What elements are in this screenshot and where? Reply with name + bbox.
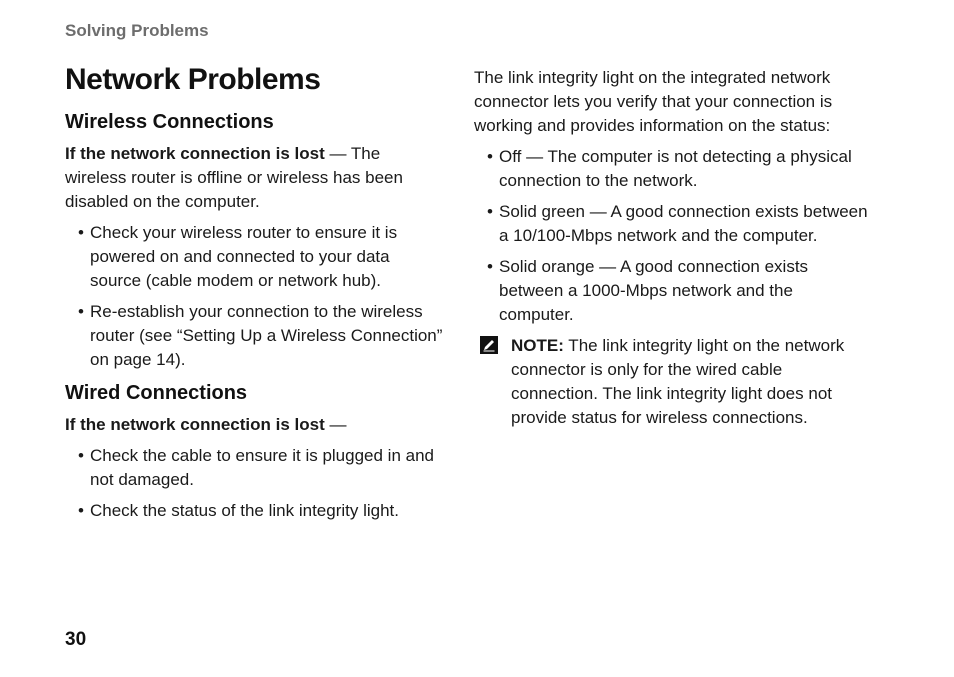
wireless-condition: If the network connection is lost [65, 144, 325, 163]
list-item: • Check the status of the link integrity light. [65, 499, 445, 523]
list-item: • Solid green — A good connection exists between a 10/100-Mbps network and the computer. [474, 200, 869, 248]
link-light-intro: The link integrity light on the integrated network connector lets you verify that your connection is working and provides information on the status: [474, 68, 833, 135]
note-text [511, 334, 869, 430]
wired-bullet-list [65, 444, 445, 523]
list-item: • Off — The computer is not detecting a physical connection to the network. [474, 145, 869, 193]
wired-condition: If the network connection is lost [65, 415, 325, 434]
wireless-intro [65, 142, 445, 214]
section-header: Solving Problems [65, 21, 209, 40]
page-number: 30 [65, 629, 87, 650]
wireless-bullet-list [65, 221, 445, 372]
note-box [474, 334, 869, 430]
list-item: • Solid orange — A good connection exists between a 1000-Mbps network and the computer. [474, 255, 869, 327]
page-title: Network Problems [65, 63, 321, 96]
note-body: The link integrity light on the network connector is only for the wired cable connection. The link integrity light does not provide status for wireless connections. [511, 336, 845, 427]
wireless-heading: Wireless Connections [65, 111, 274, 133]
wired-intro [65, 413, 445, 437]
link-light-bullet-list [474, 145, 869, 327]
wired-heading: Wired Connections [65, 382, 248, 404]
wired-intro-text: — [324, 415, 347, 434]
list-item: • Check the cable to ensure it is plugged in and not damaged. [65, 444, 445, 492]
wireless-intro-text: — The wireless router is offline or wireless has been disabled on the computer. [65, 144, 403, 211]
list-item: • Check your wireless router to ensure it is powered on and connected to your data source (cable modem or network hub). [65, 221, 445, 293]
note-label: NOTE: [511, 336, 564, 355]
list-item: • Re-establish your connection to the wireless router (see “Setting Up a Wireless Connection” on page 14). [65, 300, 445, 372]
note-pencil-icon [480, 336, 498, 354]
